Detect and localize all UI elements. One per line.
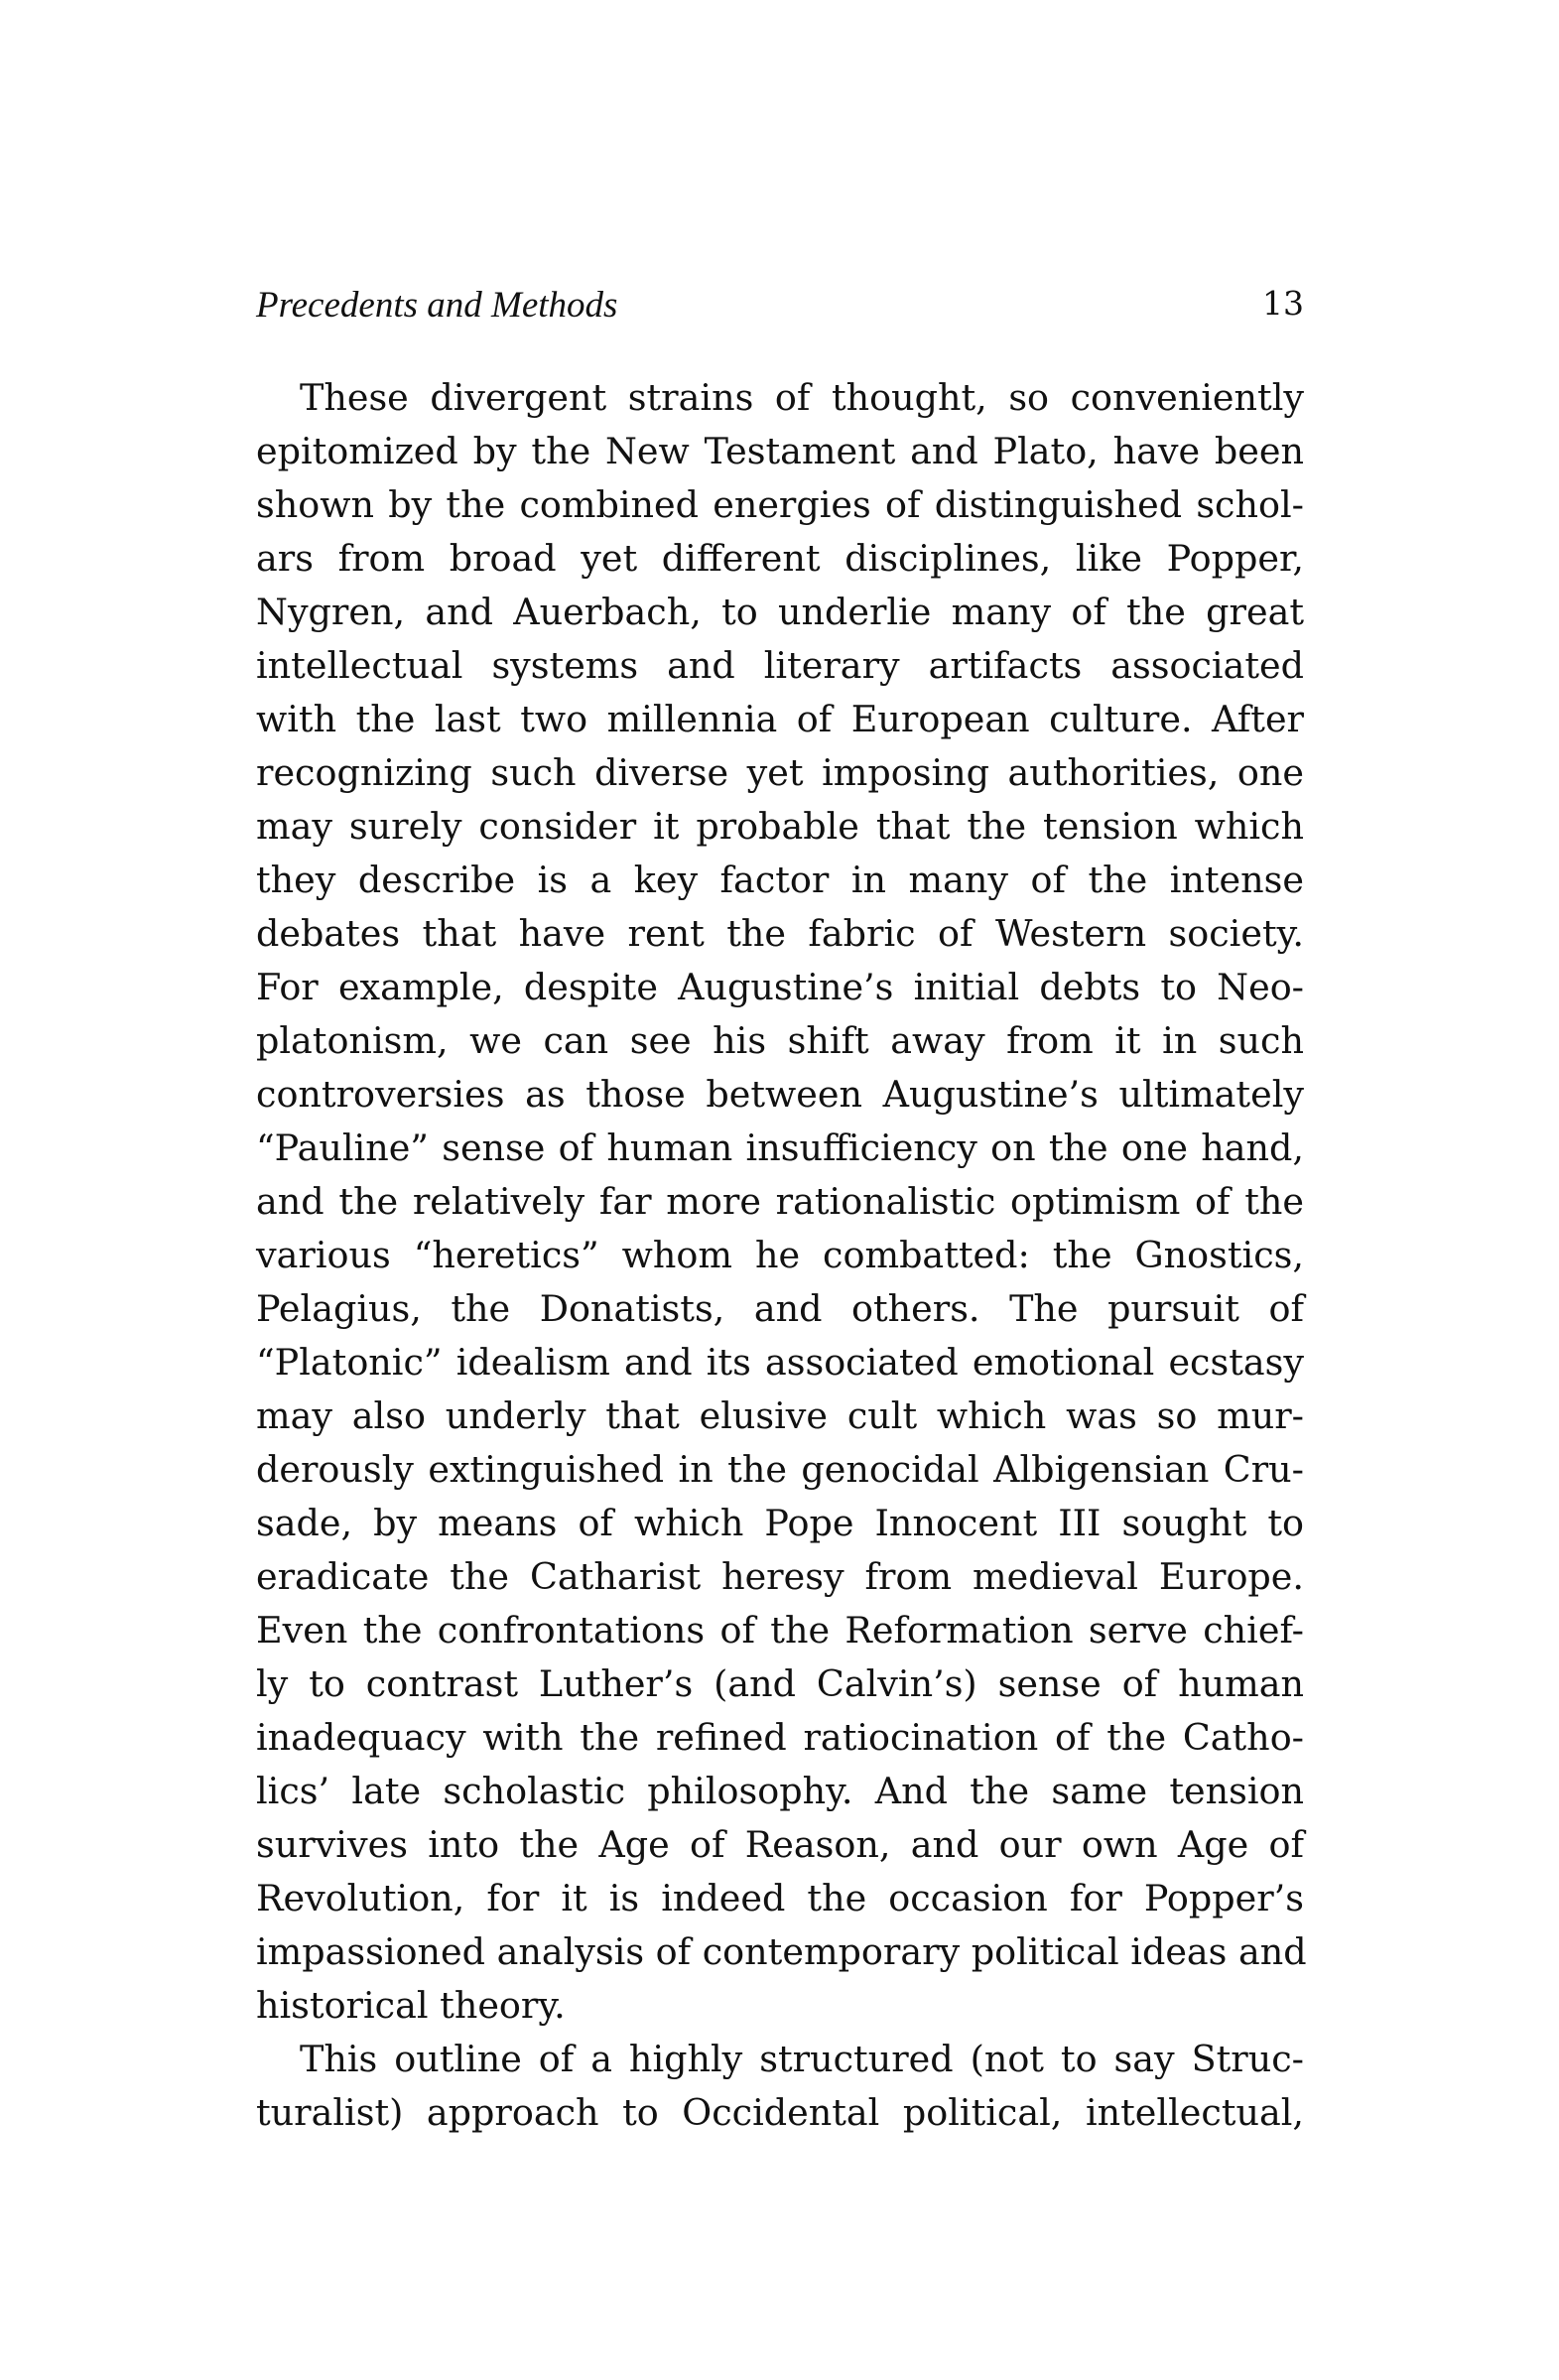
text-line: lics’ late scholastic philosophy. And the same tension [256,1770,1304,1812]
text-line: with the last two millennia of European culture. After [256,698,1304,740]
body-text [256,371,1307,2140]
text-line: ly to contrast Luther’s (and Calvin’s) sense of human [256,1662,1304,1705]
book-page [256,0,1307,2380]
text-line: For example, despite Augustine’s initial debts to Neo- [256,966,1304,1008]
text-line: intellectual systems and literary artifacts associated [256,644,1304,687]
running-head [256,284,1304,333]
text-line: turalist) approach to Occidental political, intellectual, [256,2091,1304,2134]
text-line: platonism, we can see his shift away from it in such [256,1019,1304,1062]
text-line: shown by the combined energies of distinguished schol- [256,483,1304,526]
text-line: survives into the Age of Reason, and our own Age of [256,1823,1304,1866]
text-line: sade, by means of which Pope Innocent III sought to [256,1502,1304,1544]
text-line: eradicate the Catharist heresy from medieval Europe. [256,1555,1304,1598]
running-title: Precedents and Methods [256,285,618,326]
text-line: may surely consider it probable that the tension which [256,805,1304,848]
text-line: inadequacy with the refined ratiocination of the Catho- [256,1716,1304,1759]
text-line: “Pauline” sense of human insufficiency on the one hand, [256,1126,1304,1169]
page-number: 13 [1262,284,1304,323]
text-line: epitomized by the New Testament and Plato, have been [256,430,1304,472]
text-line: may also underly that elusive cult which was so mur- [256,1394,1304,1437]
text-line: various “heretics” whom he combatted: the Gnostics, [256,1234,1304,1276]
text-line: they describe is a key factor in many of the intense [256,859,1304,901]
text-line: “Platonic” idealism and its associated emotional ecstasy [256,1341,1304,1384]
text-line: These divergent strains of thought, so conveniently [300,376,1304,419]
text-line: Nygren, and Auerbach, to underlie many of the great [256,591,1304,633]
text-line: historical theory. [256,1984,566,2027]
text-line: Pelagius, the Donatists, and others. The pursuit of [256,1287,1304,1330]
text-line: debates that have rent the fabric of Western society. [256,912,1304,955]
text-line: impassioned analysis of contemporary political ideas and [256,1930,1307,1973]
text-line: Even the confrontations of the Reformation serve chief- [256,1609,1304,1652]
text-line: This outline of a highly structured (not to say Struc- [300,2038,1304,2080]
text-line: ars from broad yet different disciplines, like Popper, [256,537,1304,580]
text-line: derously extinguished in the genocidal Albigensian Cru- [256,1448,1304,1491]
text-line: recognizing such diverse yet imposing authorities, one [256,751,1304,794]
text-line: controversies as those between Augustine’s ultimately [256,1073,1304,1116]
text-line: and the relatively far more rationalistic optimism of the [256,1180,1304,1223]
text-line: Revolution, for it is indeed the occasion for Popper’s [256,1877,1304,1919]
